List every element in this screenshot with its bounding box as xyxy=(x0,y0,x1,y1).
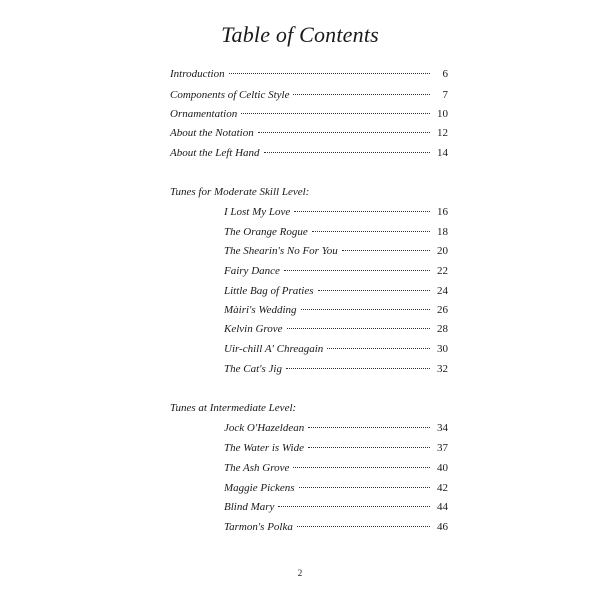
toc-entry-page: 24 xyxy=(437,285,448,297)
dot-leader xyxy=(327,348,430,349)
dot-leader xyxy=(318,290,430,291)
toc-entry[interactable] xyxy=(224,243,448,259)
toc-entry-label: Tarmon's Polka xyxy=(224,521,293,533)
toc-entry-label: Màiri's Wedding xyxy=(224,304,297,316)
toc-entry-page: 6 xyxy=(442,68,448,80)
toc-entry[interactable] xyxy=(224,341,448,357)
toc-entry-page: 20 xyxy=(437,245,448,257)
toc-entry-label: The Water is Wide xyxy=(224,442,304,454)
toc-entry-label: The Shearin's No For You xyxy=(224,245,338,257)
toc-entry-page: 28 xyxy=(437,323,448,335)
toc-entry-label: I Lost My Love xyxy=(224,206,291,218)
toc-entry-page: 32 xyxy=(437,363,448,375)
toc-entry-label: Ornamentation xyxy=(170,108,238,120)
dot-leader xyxy=(284,270,430,271)
toc-entry-label: The Cat's Jig xyxy=(224,363,282,375)
toc-entry[interactable] xyxy=(224,204,448,220)
toc-entry-page: 14 xyxy=(437,147,448,159)
toc-entry-page: 10 xyxy=(437,108,448,120)
toc-entry-label: Jock O'Hazeldean xyxy=(224,422,305,434)
toc-entry-page: 34 xyxy=(437,422,448,434)
dot-leader xyxy=(264,152,430,153)
toc-entry-page: 22 xyxy=(437,265,448,277)
page-title: Table of Contents xyxy=(221,22,379,47)
toc-entry-label: The Orange Rogue xyxy=(224,226,308,238)
toc-entry-label: Blind Mary xyxy=(224,501,275,513)
toc-entry-label: About the Notation xyxy=(170,127,254,139)
toc-entry-label: Components of Celtic Style xyxy=(170,89,290,101)
toc-entry[interactable] xyxy=(224,460,448,476)
section-heading-intermediate: Tunes at Intermediate Level: xyxy=(170,402,297,414)
toc-entry[interactable] xyxy=(224,440,448,456)
toc-entry[interactable] xyxy=(170,125,448,141)
dot-leader xyxy=(294,211,430,212)
dot-leader xyxy=(293,94,430,95)
dot-leader xyxy=(308,427,430,428)
toc-entry-label: Uir-chill A' Chreagain xyxy=(224,343,324,355)
toc-entry-label: Fairy Dance xyxy=(224,265,280,277)
toc-entry[interactable] xyxy=(170,66,448,82)
dot-leader xyxy=(278,506,430,507)
toc-entry[interactable] xyxy=(224,263,448,279)
toc-entry-page: 18 xyxy=(437,226,448,238)
toc-entry-page: 46 xyxy=(437,521,448,533)
toc-entry[interactable] xyxy=(224,519,448,535)
dot-leader xyxy=(297,526,430,527)
dot-leader xyxy=(287,328,430,329)
toc-entry-page: 16 xyxy=(437,206,448,218)
dot-leader xyxy=(299,487,430,488)
dot-leader xyxy=(308,447,430,448)
toc-entry-label: Little Bag of Praties xyxy=(224,285,314,297)
toc-entry-page: 44 xyxy=(437,501,448,513)
toc-entry-page: 42 xyxy=(437,482,448,494)
toc-entry-page: 7 xyxy=(442,89,448,101)
dot-leader xyxy=(293,467,430,468)
toc-entry[interactable] xyxy=(224,361,448,377)
toc-entry-page: 40 xyxy=(437,462,448,474)
toc-entry-page: 26 xyxy=(437,304,448,316)
dot-leader xyxy=(286,368,430,369)
toc-entry-label: Maggie Pickens xyxy=(224,482,295,494)
dot-leader xyxy=(241,113,430,114)
toc-entry-label: About the Left Hand xyxy=(170,147,260,159)
toc-entry-label: Introduction xyxy=(170,68,225,80)
toc-entry[interactable] xyxy=(224,283,448,299)
toc-entry[interactable] xyxy=(170,87,448,103)
dot-leader xyxy=(229,73,430,74)
toc-entry-page: 30 xyxy=(437,343,448,355)
toc-entry[interactable] xyxy=(224,499,448,515)
toc-entry[interactable] xyxy=(170,145,448,161)
toc-entry[interactable] xyxy=(170,106,448,122)
toc-entry[interactable] xyxy=(224,224,448,240)
dot-leader xyxy=(258,132,430,133)
toc-entry[interactable] xyxy=(224,302,448,318)
toc-entry[interactable] xyxy=(224,420,448,436)
toc-entry-page: 37 xyxy=(437,442,448,454)
page-number: 2 xyxy=(297,568,303,578)
toc-entry-page: 12 xyxy=(437,127,448,139)
toc-entry-label: Kelvin Grove xyxy=(224,323,283,335)
toc-entry[interactable] xyxy=(224,480,448,496)
dot-leader xyxy=(342,250,430,251)
toc-entry[interactable] xyxy=(224,321,448,337)
dot-leader xyxy=(301,309,430,310)
dot-leader xyxy=(312,231,430,232)
toc-entry-label: The Ash Grove xyxy=(224,462,290,474)
section-heading-moderate: Tunes for Moderate Skill Level: xyxy=(170,186,310,198)
